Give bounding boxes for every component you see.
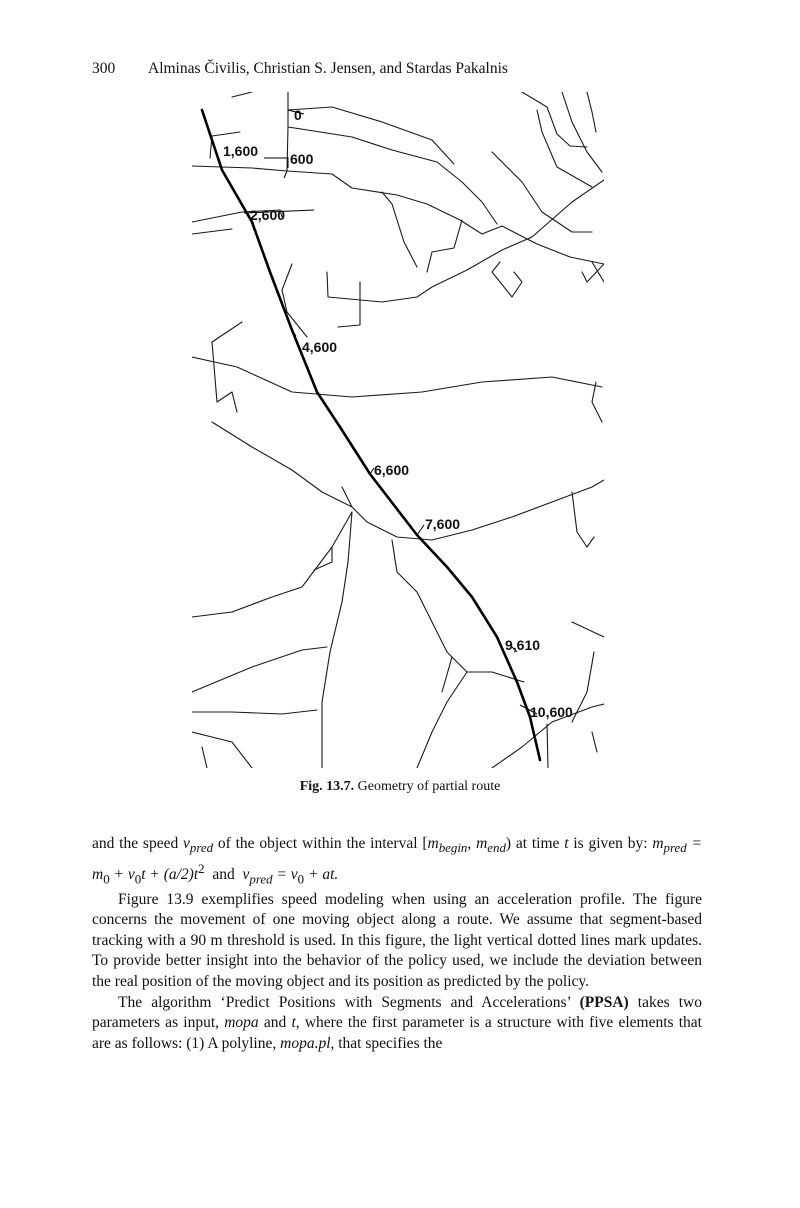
street-22 bbox=[592, 262, 604, 282]
street-42 bbox=[592, 732, 597, 752]
street-32 bbox=[192, 710, 317, 714]
street-18 bbox=[522, 92, 587, 147]
street-35 bbox=[442, 657, 452, 692]
eq1-lhs-sub: pred bbox=[663, 840, 687, 856]
street-16 bbox=[582, 264, 604, 282]
eq1-rest: + v bbox=[109, 865, 135, 883]
running-head bbox=[92, 60, 712, 78]
math-m-begin: m bbox=[427, 835, 439, 852]
street-14 bbox=[427, 220, 462, 272]
eq1-rhs-sub: 0 bbox=[103, 870, 110, 886]
street-37 bbox=[202, 747, 207, 768]
label-leader-lines bbox=[244, 110, 537, 714]
street-30 bbox=[322, 512, 352, 768]
eq2-lhs: v bbox=[242, 865, 250, 883]
street-40 bbox=[572, 622, 604, 637]
eq1-v0-sub: 0 bbox=[134, 870, 142, 886]
route-map bbox=[192, 92, 604, 768]
street-19 bbox=[537, 110, 592, 187]
paragraph-figure-13-9: Figure 13.9 exemplifies speed modeling when using an acceleration profile. The figure concerns the movement of one moving object along a route. We assume that segment-based tracking with a 90 m threshold is used. In this figure, the light vertical dotted lines mark updates. To provide better insight into the behavior of the policy used, we include the deviation between the real position of the moving object and its position as predicted by the policy. bbox=[92, 890, 702, 990]
p1-text-1: and the speed bbox=[92, 835, 184, 852]
street-12 bbox=[338, 282, 360, 327]
route-label-0: 0 bbox=[294, 107, 302, 123]
math-mopa-pl: mopa.pl bbox=[280, 1034, 331, 1052]
ppsa-acronym: (PPSA) bbox=[579, 993, 629, 1011]
street-network bbox=[192, 92, 604, 768]
route-map-figure bbox=[192, 92, 604, 768]
street-23 bbox=[192, 357, 602, 397]
figure-caption-label: Fig. 13.7. bbox=[299, 779, 355, 794]
route-label-7600: 7,600 bbox=[425, 516, 461, 532]
eq2-lhs-sub: pred bbox=[249, 870, 273, 886]
leader-600 bbox=[284, 171, 287, 178]
paragraph-ppsa bbox=[92, 993, 702, 1055]
p1-text-4: is given by: bbox=[568, 835, 653, 852]
figure-caption bbox=[0, 779, 800, 795]
route-label-1600: 1,600 bbox=[223, 143, 259, 159]
street-17 bbox=[492, 152, 592, 232]
street-8 bbox=[192, 229, 232, 234]
street-41 bbox=[547, 724, 548, 768]
street-31 bbox=[192, 647, 327, 692]
p1-text-2: of the object within the interval [ bbox=[213, 835, 428, 852]
street-39 bbox=[572, 652, 594, 722]
paragraph-speed-formula bbox=[92, 834, 702, 890]
math-v: v bbox=[183, 835, 190, 852]
body-text bbox=[92, 834, 702, 1054]
street-34 bbox=[417, 672, 467, 768]
math-mopa: mopa bbox=[224, 1014, 259, 1032]
p3-text-1: The algorithm ‘Predict Positions with Segments and Accelerations’ bbox=[118, 993, 580, 1011]
street-33 bbox=[392, 540, 524, 682]
street-36 bbox=[192, 732, 252, 768]
street-10 bbox=[282, 264, 307, 337]
route-label-2600: 2,600 bbox=[250, 207, 286, 223]
route-label-4600: 4,600 bbox=[302, 339, 338, 355]
math-end-sub: end bbox=[487, 840, 506, 856]
eq2-rhs-sub: 0 bbox=[297, 870, 305, 886]
math-m-end: m bbox=[476, 835, 488, 852]
route-label-6600: 6,600 bbox=[374, 462, 410, 478]
eq1-lhs: m bbox=[652, 835, 664, 852]
street-28 bbox=[192, 512, 352, 617]
route-label-600: 600 bbox=[290, 151, 314, 167]
street-15 bbox=[492, 262, 522, 297]
p3-text-5: , that specifies the bbox=[330, 1034, 443, 1052]
eq2-rhs: = v bbox=[272, 865, 298, 883]
p3-text-3: and bbox=[258, 1014, 292, 1032]
route-label-10600: 10,600 bbox=[530, 704, 573, 720]
leader-7600 bbox=[417, 525, 424, 535]
p1-text-3: ) at time bbox=[505, 835, 565, 852]
street-26 bbox=[352, 480, 604, 540]
p1-comma: , bbox=[467, 835, 477, 852]
street-20 bbox=[587, 92, 596, 132]
street-24 bbox=[592, 382, 602, 422]
figure-caption-text: Geometry of partial route bbox=[357, 779, 501, 794]
eq2-rest: + at. bbox=[304, 865, 339, 883]
eq1-sup: 2 bbox=[198, 860, 205, 876]
street-25 bbox=[212, 422, 352, 507]
p1-and: and bbox=[204, 865, 243, 883]
p3-text-4: , where the first parameter is a structure with five elements that are as follows: (1) A polyline, bbox=[92, 1014, 702, 1052]
eq1-rest2: t + (a/2)t bbox=[141, 865, 199, 883]
route-label-9610: 9,610 bbox=[505, 637, 541, 653]
page-number: 300 bbox=[92, 60, 116, 77]
street-11 bbox=[327, 180, 604, 302]
street-13 bbox=[382, 192, 417, 267]
leader-1600 bbox=[264, 158, 288, 168]
math-t-param: t bbox=[291, 1014, 296, 1032]
p3-text-2: takes two parameters as input, bbox=[92, 993, 702, 1032]
street-5 bbox=[232, 92, 252, 97]
street-3 bbox=[288, 127, 497, 224]
math-begin-sub: begin bbox=[438, 840, 468, 856]
math-t: t bbox=[564, 835, 569, 852]
eq1-rhs: = m bbox=[92, 835, 702, 883]
street-27 bbox=[572, 492, 594, 547]
math-pred-sub: pred bbox=[189, 840, 214, 856]
running-head-authors: Alminas Čivilis, Christian S. Jensen, and Stardas Pakalnis bbox=[148, 60, 508, 77]
